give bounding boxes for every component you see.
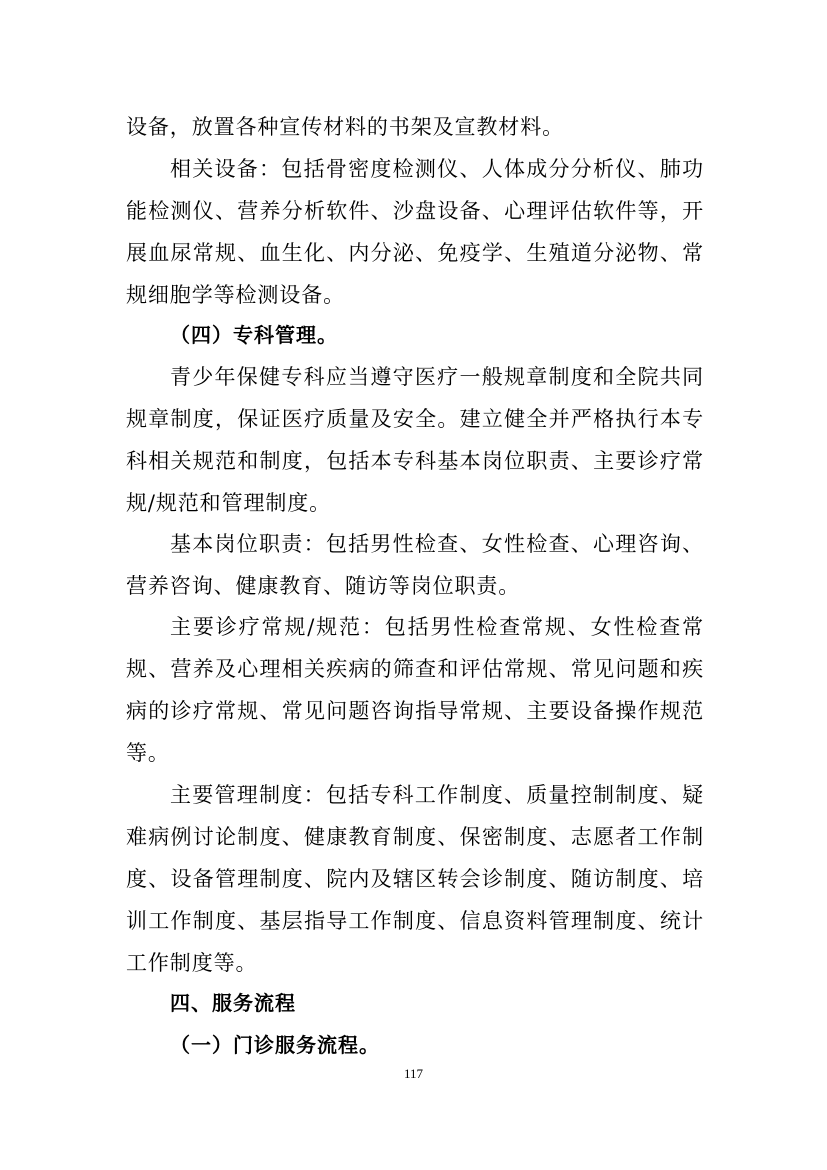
page-number: 117: [403, 1066, 424, 1081]
paragraph-diagnosis-norms: 主要诊疗常规/规范：包括男性检查常规、女性检查常规、营养及心理相关疾病的筛查和评估常规、常见问题和疾病的诊疗常规、常见问题咨询指导常规、主要设备操作规范等。: [126, 615, 704, 765]
paragraph-related-equipment: 相关设备：包括骨密度检测仪、人体成分分析仪、肺功能检测仪、营养分析软件、沙盘设备、心理评估软件等，开展血尿常规、血生化、内分泌、免疫学、生殖道分泌物、常规细胞学等检测设备。: [126, 157, 704, 307]
paragraph-equipment-materials: 设备，放置各种宣传材料的书架及宣教材料。: [126, 115, 564, 139]
heading-service-process: 四、服务流程: [170, 991, 296, 1015]
heading-specialty-management: （四）专科管理。: [170, 323, 338, 347]
paragraph-management-systems: 主要管理制度：包括专科工作制度、质量控制制度、疑难病例讨论制度、健康教育制度、保密制度、志愿者工作制度、设备管理制度、院内及辖区转会诊制度、随访制度、培训工作制度、基层指导工作制度、信息资料管理制度、统计工作制度等。: [126, 783, 704, 975]
paragraph-specialty-rules: 青少年保健专科应当遵守医疗一般规章制度和全院共同规章制度，保证医疗质量及安全。建立健全并严格执行本专科相关规范和制度，包括本专科基本岗位职责、主要诊疗常规/规范和管理制度。: [126, 365, 704, 515]
heading-outpatient-process: （一）门诊服务流程。: [170, 1033, 380, 1057]
paragraph-job-duties: 基本岗位职责：包括男性检查、女性检查、心理咨询、营养咨询、健康教育、随访等岗位职责。: [126, 532, 704, 598]
